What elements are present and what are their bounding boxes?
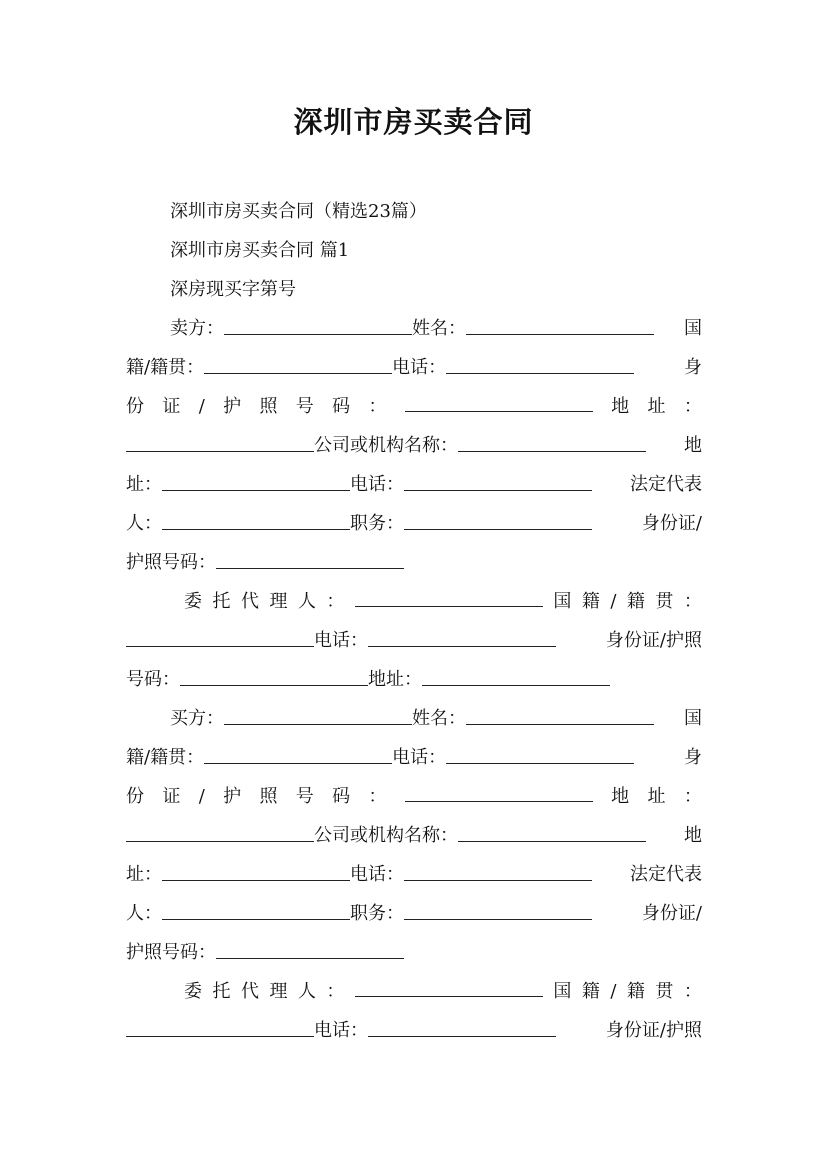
id-char: 照 (259, 786, 278, 807)
seller-company-line (126, 426, 702, 465)
name-label: 姓名： (412, 708, 466, 729)
agent-char: 托 (212, 591, 231, 612)
id-char: 证 (162, 786, 181, 807)
id-char: 份 (126, 396, 144, 417)
buyer-company-line (126, 816, 702, 855)
address-char: 地 (611, 786, 630, 807)
nationality-char: ： (683, 591, 702, 612)
phone-label: 电话： (350, 864, 404, 885)
buyer-id-line (126, 777, 702, 816)
buyer-agent-phone-blank[interactable] (368, 1035, 556, 1037)
agent-char: 人 (297, 981, 316, 1002)
seller-agent-id-line (126, 660, 702, 699)
id-passport-label: 身份证/护照 (605, 630, 702, 651)
agent-char: 理 (269, 591, 288, 612)
id-char: 号 (295, 396, 314, 417)
seller-address-line (126, 465, 702, 504)
nationality-char: / (610, 591, 617, 612)
legal-rep-label-end: 人： (126, 513, 162, 534)
buyer-address-blank[interactable] (126, 840, 314, 842)
collection-line: 深圳市房买卖合同（精选23篇） (170, 201, 427, 222)
id-char: 证 (162, 396, 181, 417)
agent-char: 人 (297, 591, 316, 612)
chapter-line: 深圳市房买卖合同 篇1 (170, 240, 350, 261)
id-char: 码 (332, 786, 351, 807)
seller-nationality-line (126, 348, 702, 387)
seller-agent-line (126, 582, 702, 621)
nationality-char: 籍 (581, 591, 600, 612)
passport-label: 护照号码： (126, 942, 216, 963)
id-char: 照 (259, 396, 278, 417)
buyer-legal-rep-line (126, 894, 702, 933)
id-char: / (198, 786, 205, 807)
nationality-label-start: 国 (684, 318, 702, 339)
seller-nationality-blank[interactable] (204, 372, 392, 374)
address-label-start: 地 (684, 825, 702, 846)
seller-agent-phone-blank[interactable] (368, 645, 556, 647)
name-label: 姓名： (412, 318, 466, 339)
seller-company-blank[interactable] (458, 450, 646, 452)
seller-id-line (126, 387, 702, 426)
nationality-char: 籍 (626, 591, 645, 612)
buyer-agent-phone-line (126, 1011, 702, 1050)
id-label-start: 身 (684, 747, 702, 768)
buyer-blank[interactable] (224, 723, 412, 725)
passport-label: 护照号码： (126, 552, 216, 573)
nationality-char: 籍 (581, 981, 600, 1002)
agent-char: 托 (212, 981, 231, 1002)
nationality-label-end: 籍/籍贯： (126, 747, 205, 768)
seller-agent-blank[interactable] (355, 605, 543, 607)
id-char: 号 (295, 786, 314, 807)
address-char: 址 (647, 786, 666, 807)
agent-char: 代 (240, 981, 259, 1002)
position-label: 职务： (350, 513, 404, 534)
address-char: 地 (611, 396, 630, 417)
legal-rep-label-start: 法定代表 (630, 474, 702, 495)
nationality-label-start: 国 (684, 708, 702, 729)
buyer-position-blank[interactable] (404, 918, 592, 920)
buyer-agent-blank[interactable] (355, 995, 543, 997)
company-label: 公司或机构名称： (314, 435, 458, 456)
seller-passport-line (126, 543, 702, 582)
agent-char: 理 (269, 981, 288, 1002)
buyer-company-blank[interactable] (458, 840, 646, 842)
position-label: 职务： (350, 903, 404, 924)
id-passport-label: 身份证/护照 (605, 1020, 702, 1041)
buyer-id-blank[interactable] (405, 800, 593, 802)
seller-agent-phone-line (126, 621, 702, 660)
seller-company-address-blank[interactable] (162, 489, 350, 491)
company-label: 公司或机构名称： (314, 825, 458, 846)
seller-label: 卖方： (170, 318, 224, 339)
address-label-start: 地 (684, 435, 702, 456)
buyer-company-phone-blank[interactable] (404, 879, 592, 881)
buyer-nationality-blank[interactable] (204, 762, 392, 764)
nationality-char: / (610, 981, 617, 1002)
seller-address-blank[interactable] (126, 450, 314, 452)
buyer-agent-line (126, 972, 702, 1011)
buyer-nationality-line (126, 738, 702, 777)
seller-agent-id-blank[interactable] (180, 684, 368, 686)
id-char: 护 (223, 786, 242, 807)
agent-char: 委 (184, 591, 202, 612)
buyer-name-blank[interactable] (466, 723, 654, 725)
address-char: ： (683, 396, 702, 417)
seller-phone-blank[interactable] (446, 372, 634, 374)
nationality-char: 国 (553, 981, 572, 1002)
address-char: ： (683, 786, 702, 807)
id-char: ： (368, 396, 387, 417)
buyer-phone-blank[interactable] (446, 762, 634, 764)
number-label: 号码： (126, 669, 180, 690)
address-label-end: 址： (126, 864, 162, 885)
seller-legal-rep-line (126, 504, 702, 543)
id-char: ： (368, 786, 387, 807)
seller-blank[interactable] (224, 333, 412, 335)
legal-rep-label-end: 人： (126, 903, 162, 924)
agent-char: ： (326, 981, 345, 1002)
id-label-start: 身 (684, 357, 702, 378)
seller-name-blank[interactable] (466, 333, 654, 335)
document-body (126, 192, 702, 1050)
contract-number-line: 深房现买字第号 (170, 279, 296, 300)
address-label-end: 址： (126, 474, 162, 495)
id-char: 份 (126, 786, 144, 807)
legal-rep-label-start: 法定代表 (630, 864, 702, 885)
phone-label: 电话： (314, 1020, 368, 1041)
agent-char: 委 (184, 981, 202, 1002)
buyer-passport-blank[interactable] (216, 957, 404, 959)
phone-label: 电话： (314, 630, 368, 651)
buyer-agent-nationality-blank[interactable] (126, 1035, 314, 1037)
nationality-char: 籍 (626, 981, 645, 1002)
document-title: 深圳市房买卖合同 (293, 105, 534, 139)
nationality-label-end: 籍/籍贯： (126, 357, 205, 378)
seller-passport-blank[interactable] (216, 567, 404, 569)
phone-label: 电话： (350, 474, 404, 495)
agent-char: 代 (240, 591, 259, 612)
nationality-char: 贯 (655, 981, 674, 1002)
seller-id-blank[interactable] (405, 410, 593, 412)
buyer-passport-line (126, 933, 702, 972)
buyer-legal-rep-blank[interactable] (162, 918, 350, 920)
seller-line (126, 309, 702, 348)
buyer-company-address-blank[interactable] (162, 879, 350, 881)
seller-legal-rep-blank[interactable] (162, 528, 350, 530)
address-char: 址 (647, 396, 666, 417)
nationality-char: ： (683, 981, 702, 1002)
phone-label: 电话： (392, 747, 447, 768)
id-label: 身份证/ (641, 513, 702, 534)
seller-position-blank[interactable] (404, 528, 592, 530)
buyer-address-line (126, 855, 702, 894)
address-label: 地址： (368, 669, 422, 690)
buyer-label: 买方： (170, 708, 224, 729)
buyer-line (126, 699, 702, 738)
seller-agent-nationality-blank[interactable] (126, 645, 314, 647)
seller-agent-address-blank[interactable] (422, 684, 610, 686)
nationality-char: 贯 (655, 591, 674, 612)
id-char: 码 (332, 396, 351, 417)
phone-label: 电话： (392, 357, 447, 378)
id-char: / (198, 396, 205, 417)
id-label: 身份证/ (641, 903, 702, 924)
seller-company-phone-blank[interactable] (404, 489, 592, 491)
id-char: 护 (223, 396, 242, 417)
agent-char: ： (326, 591, 345, 612)
nationality-char: 国 (553, 591, 572, 612)
